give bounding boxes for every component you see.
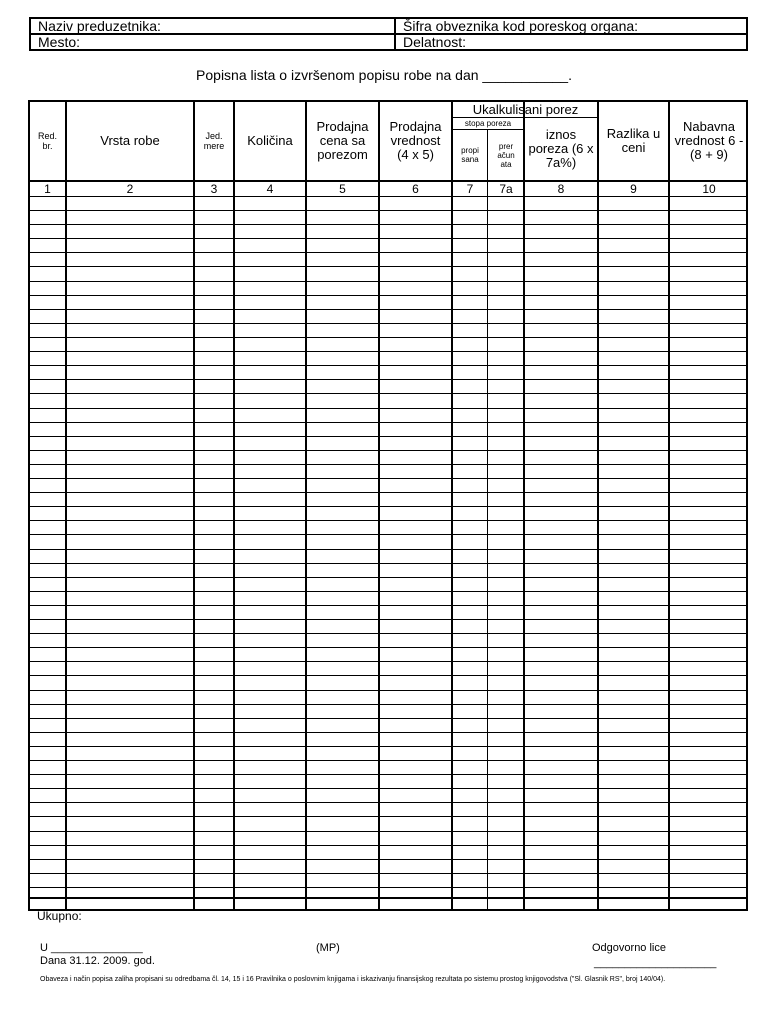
responsible-label: Odgovorno lice — [592, 942, 666, 954]
stamp-label: (MP) — [316, 942, 340, 954]
table-row — [30, 450, 746, 451]
table-row — [30, 210, 746, 211]
table-row — [30, 337, 746, 338]
table-row — [30, 802, 746, 803]
col-number: 4 — [266, 182, 274, 196]
table-row — [30, 351, 746, 352]
table-row — [30, 549, 746, 550]
col-prodajna-cena: Prodajna cena sa porezom — [316, 119, 369, 162]
legal-note: Obaveza i način popisa zaliha propisani su odredbama čl. 14, 15 i 16 Pravilnika o poslovnim knjigama i iskazivanju finansijskog rezultata po sistemu prostog knjigovodstva ("Sl. Glasnik RS", broj 140/04). — [40, 976, 666, 983]
col-prodajna-vrednost: Prodajna vrednost (4 x 5) — [389, 119, 442, 162]
table-row — [30, 605, 746, 606]
table-row — [30, 788, 746, 789]
table-row — [30, 661, 746, 662]
col-number: 6 — [412, 182, 419, 196]
tax-id-field[interactable]: Šifra obveznika kod poreskog organa: — [395, 18, 747, 34]
col-razlika: Razlika u ceni — [606, 126, 661, 155]
signature-line[interactable]: ____________________ — [594, 957, 717, 969]
table-row — [30, 845, 746, 846]
table-row — [30, 718, 746, 719]
col-red-br: Red. br. — [37, 131, 57, 151]
inventory-table — [28, 100, 748, 911]
table-row — [30, 379, 746, 380]
col-number: 1 — [44, 182, 51, 196]
table-row — [30, 295, 746, 296]
table-row — [30, 859, 746, 860]
table-row — [30, 577, 746, 578]
table-row — [30, 464, 746, 465]
place-field[interactable]: Mesto: — [30, 34, 395, 50]
table-row — [30, 492, 746, 493]
table-row — [30, 746, 746, 747]
page-title: Popisna lista o izvršenom popisu robe na dan ___________. — [196, 67, 572, 83]
table-row — [30, 887, 746, 888]
table-row — [30, 690, 746, 691]
col-ukalkulisani-porez: Ukalkulisani porez — [472, 101, 579, 117]
table-row — [30, 281, 746, 282]
table-row — [30, 224, 746, 225]
col-kolicina: Količina — [247, 133, 293, 148]
table-row — [30, 408, 746, 409]
table-row — [30, 591, 746, 592]
company-name-field[interactable]: Naziv preduzetnika: — [30, 18, 395, 34]
date-line: Dana 31.12. 2009. god. — [40, 955, 155, 967]
table-row — [30, 704, 746, 705]
table-row — [30, 238, 746, 239]
table-row — [30, 831, 746, 832]
table-row — [30, 506, 746, 507]
total-row-divider — [30, 897, 746, 899]
col-iznos-poreza: iznos poreza (6 x 7a%) — [528, 127, 594, 170]
col-vrsta-robe: Vrsta robe — [100, 133, 160, 148]
total-label: Ukupno: — [37, 909, 82, 923]
col-nabavna: Nabavna vrednost 6 - (8 + 9) — [674, 119, 744, 162]
col-jed-mere: Jed. mere — [203, 131, 225, 151]
table-row — [30, 633, 746, 634]
table-row — [30, 619, 746, 620]
table-row — [30, 323, 746, 324]
table-row — [30, 436, 746, 437]
table-row — [30, 534, 746, 535]
table-row — [30, 816, 746, 817]
col-preracunata: prer ačun ata — [497, 141, 515, 169]
col-stopa-poreza: stopa poreza — [464, 119, 512, 128]
table-row — [30, 422, 746, 423]
table-row — [30, 478, 746, 479]
col-number: 5 — [339, 182, 346, 196]
table-row — [30, 520, 746, 521]
col-number: 10 — [702, 182, 716, 196]
col-propisana: propi sana — [461, 146, 479, 164]
header-table — [29, 17, 748, 51]
col-number: 2 — [126, 182, 134, 196]
table-row — [30, 732, 746, 733]
table-row — [30, 309, 746, 310]
col-number: 7 — [466, 182, 474, 196]
col-number: 7a — [499, 182, 513, 196]
col-number: 9 — [630, 182, 637, 196]
table-row — [30, 675, 746, 676]
table-row — [30, 266, 746, 267]
table-row — [30, 365, 746, 366]
table-row — [30, 196, 746, 197]
table-row — [30, 252, 746, 253]
table-row — [30, 563, 746, 564]
col-number: 8 — [557, 182, 565, 196]
table-row — [30, 760, 746, 761]
activity-field[interactable]: Delatnost: — [395, 34, 747, 50]
col-number: 3 — [210, 182, 218, 196]
table-row — [30, 647, 746, 648]
table-row — [30, 393, 746, 394]
table-row — [30, 873, 746, 874]
place-line[interactable]: U _______________ — [40, 942, 143, 954]
table-row — [30, 774, 746, 775]
